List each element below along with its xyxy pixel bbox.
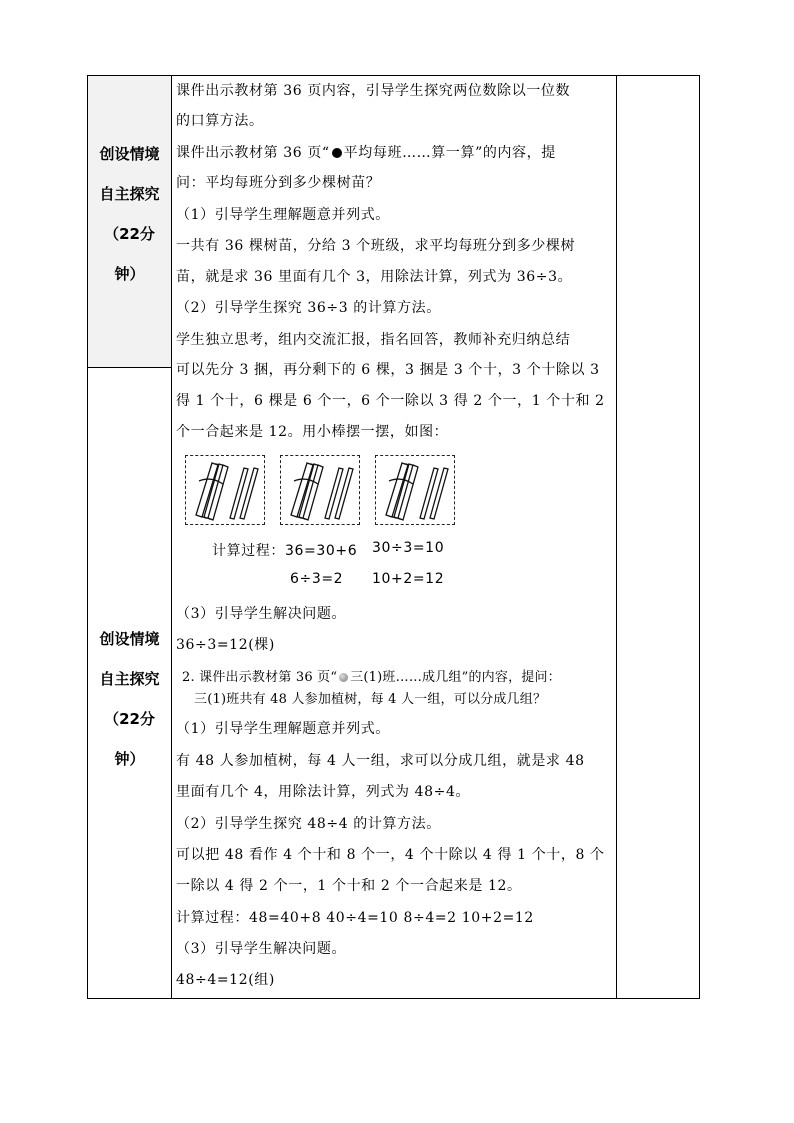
text-fragment: 平均每班……算一算”的内容，提 (343, 145, 556, 161)
text-line: 可以把 48 看作 4 个十和 8 个一，4 个十除以 4 得 1 个十，8 个 (176, 847, 605, 863)
calc-step: 30÷3=10 (372, 540, 445, 556)
text-line: （3）引导学生解决问题。 (176, 941, 347, 957)
calc-line (212, 540, 357, 560)
text-fragment: 2. 课件出示教材第 36 页“ (182, 670, 338, 685)
text-line: 个一合起来是 12。用小棒摆一摆，如图： (176, 424, 449, 440)
content-column (176, 76, 616, 998)
stick-bundle-figure (375, 455, 455, 525)
stage-label-line3: （22分 (104, 225, 155, 243)
text-line: 的口算方法。 (176, 113, 264, 129)
text-line: （1）引导学生理解题意并列式。 (176, 207, 390, 223)
text-line: 48÷4=12(组) (176, 972, 275, 988)
text-line: 课件出示教材第 36 页内容，引导学生探究两位数除以一位数 (176, 83, 571, 99)
text-line: 可以先分 3 捆，再分剩下的 6 棵，3 捆是 3 个十，3 个十除以 3 (176, 362, 600, 378)
bullet-icon (332, 148, 342, 158)
question-line: 三(1)班共有 48 人参加植树，每 4 人一组，可以分成几组？ (194, 692, 547, 707)
lesson-table (87, 75, 700, 999)
text-line: （3）引导学生解决问题。 (176, 606, 347, 622)
text-line: 计算过程：48=40+8 40÷4=10 8÷4=2 10+2=12 (176, 910, 534, 926)
stick-bundle-icon (186, 456, 263, 523)
text-fragment: 课件出示教材第 36 页“ (176, 145, 330, 161)
text-line: 一共有 36 棵树苗，分给 3 个班级，求平均每班分到多少棵树 (176, 238, 576, 254)
question-line (182, 666, 561, 685)
calc-label: 计算过程： (212, 543, 285, 559)
calc-step: 6÷3=2 (290, 571, 344, 587)
text-line: 里面有几个 4，用除法计算，列式为 48÷4。 (176, 784, 471, 800)
stage-label-line4: 钟） (114, 265, 145, 283)
text-line: 得 1 个十，6 棵是 6 个一，6 个一除以 3 得 2 个一，1 个十和 2 (176, 393, 605, 409)
stick-bundle-icon (281, 456, 358, 523)
text-line: （2）引导学生探究 36÷3 的计算方法。 (176, 300, 441, 316)
stage-label-top (88, 134, 171, 294)
stick-bundle-icon (376, 456, 453, 523)
calc-step: 36=30+6 (285, 543, 358, 559)
text-line: 有 48 人参加植树，每 4 人一组，求可以分成几组，就是求 48 (176, 753, 585, 769)
stick-bundle-figure (185, 455, 265, 525)
text-line: 一除以 4 得 2 个一，1 个十和 2 个一合起来是 12。 (176, 878, 522, 894)
stick-bundle-figure (280, 455, 360, 525)
text-line: 苗，就是求 36 里面有几个 3，用除法计算，列式为 36÷3。 (176, 269, 573, 285)
column-divider-left (171, 76, 172, 998)
stage-label-bottom (88, 619, 171, 779)
text-line: （2）引导学生探究 48÷4 的计算方法。 (176, 816, 441, 832)
calc-step: 10+2=12 (372, 571, 445, 587)
text-line: （1）引导学生理解题意并列式。 (176, 721, 390, 737)
stage-label-line3: （22分 (104, 710, 155, 728)
stage-label-line2: 自主探究 (99, 185, 160, 203)
text-fragment: 三(1)班……成几组”的内容，提问： (350, 670, 561, 685)
text-line: 问：平均每班分到多少棵树苗？ (176, 175, 381, 191)
text-line (176, 142, 556, 162)
stage-label-line2: 自主探究 (99, 670, 160, 688)
text-line: 36÷3=12(棵) (176, 637, 275, 653)
stage-label-line4: 钟） (114, 750, 145, 768)
bullet-icon (339, 673, 348, 682)
stage-label-line1: 创设情境 (99, 630, 160, 648)
row-divider (88, 367, 171, 368)
text-line: 学生独立思考，组内交流汇报，指名回答，教师补充归纳总结 (176, 332, 571, 348)
column-divider-right (616, 76, 617, 998)
stage-label-line1: 创设情境 (99, 145, 160, 163)
